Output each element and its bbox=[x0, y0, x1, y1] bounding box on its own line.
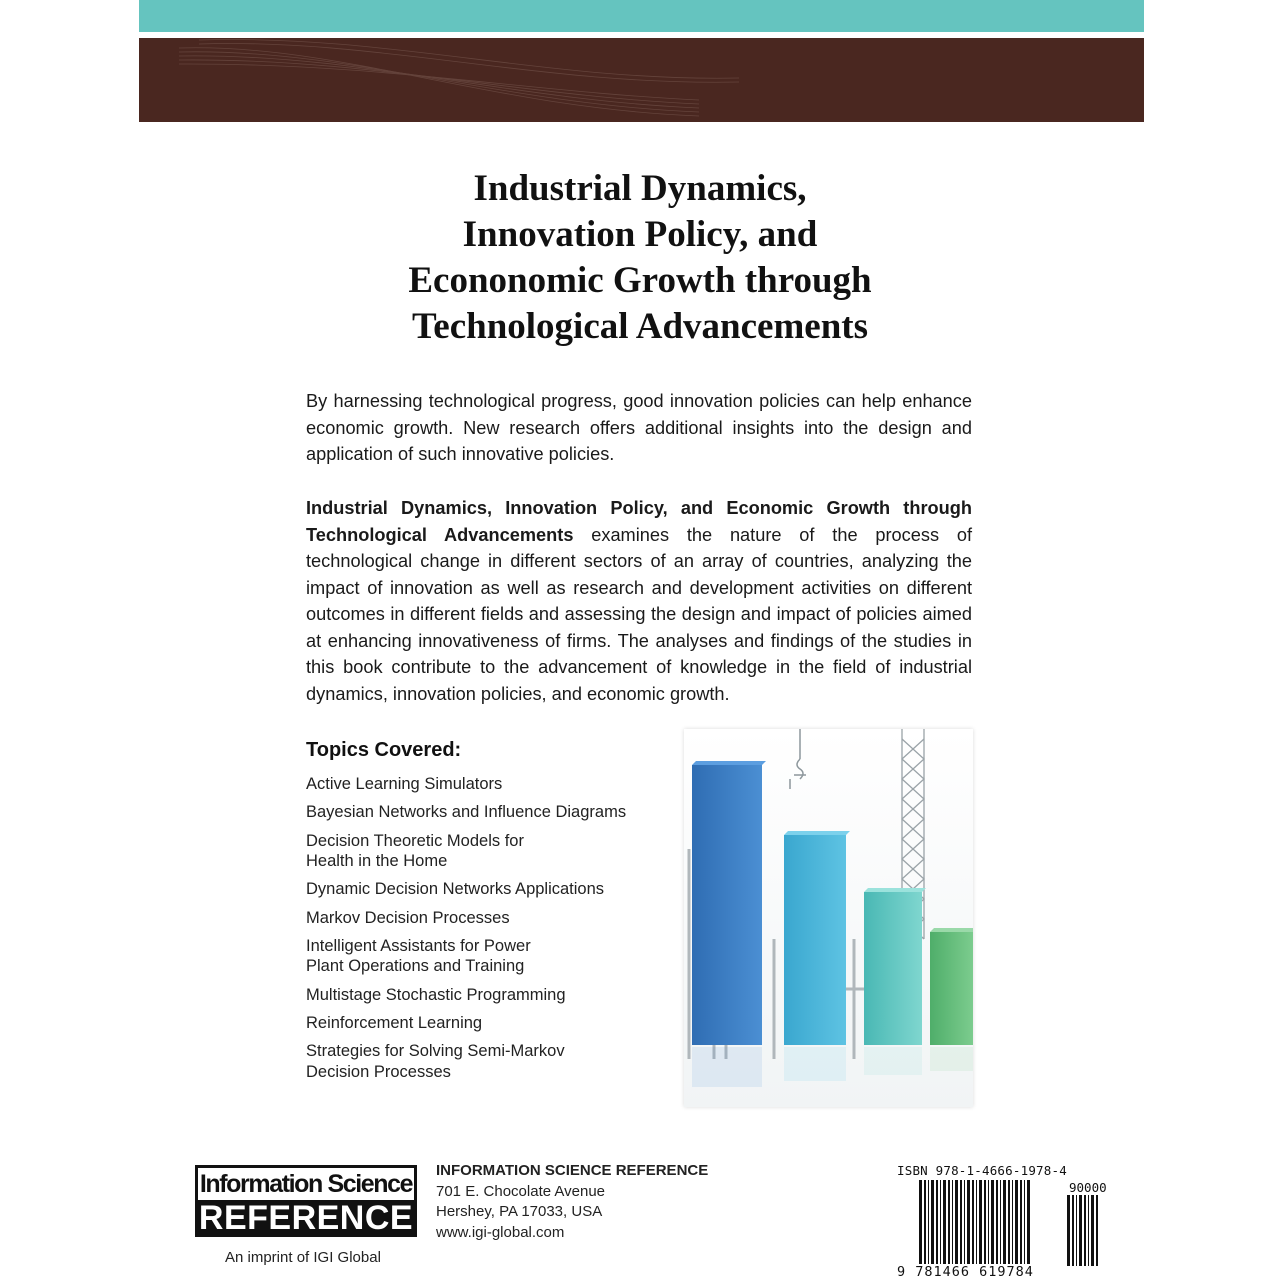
barcode-bar bbox=[931, 1180, 934, 1266]
reflection bbox=[692, 1047, 762, 1087]
barcode-bar bbox=[984, 1180, 986, 1266]
barcode-bar bbox=[967, 1180, 970, 1266]
description-paragraph bbox=[306, 495, 972, 707]
description-book-title: Industrial Dynamics, Innovation Policy, and Economic Growth through Technological Advancements bbox=[306, 498, 972, 545]
title-line: Econonomic Growth through bbox=[408, 260, 872, 301]
topic-item: Reinforcement Learning bbox=[306, 1014, 483, 1033]
chart-bar-2 bbox=[784, 835, 846, 1045]
barcode-bar bbox=[919, 1180, 922, 1266]
topic-item: Strategies for Solving Semi-Markov Decision Processes bbox=[306, 1042, 565, 1081]
publisher-website[interactable]: www.igi-global.com bbox=[436, 1223, 565, 1241]
topic-item: Markov Decision Processes bbox=[306, 908, 510, 927]
title-line: Innovation Policy, and bbox=[462, 214, 818, 255]
publisher-name: INFORMATION SCIENCE REFERENCE bbox=[436, 1162, 709, 1179]
title-line: Technological Advancements bbox=[411, 306, 868, 347]
topics-heading: Topics Covered: bbox=[306, 739, 462, 761]
barcode-bar bbox=[1096, 1195, 1098, 1266]
barcode-bar bbox=[1072, 1195, 1074, 1266]
barcode-bar bbox=[1008, 1180, 1010, 1266]
barcode-bar bbox=[936, 1180, 938, 1266]
barcode-bar bbox=[1088, 1195, 1089, 1266]
address-line-2: Hershey, PA 17033, USA bbox=[436, 1203, 603, 1220]
chart-bar-3 bbox=[864, 892, 922, 1045]
barcode-bar bbox=[1084, 1195, 1086, 1266]
barcode-bar bbox=[1091, 1195, 1094, 1266]
title-line: Industrial Dynamics, bbox=[473, 168, 807, 209]
chart-bar-2-top bbox=[784, 831, 850, 835]
topic-item: Active Learning Simulators bbox=[306, 775, 503, 793]
barcode-bar bbox=[991, 1180, 994, 1266]
barcode-bar bbox=[979, 1180, 982, 1266]
barcode-bar bbox=[1012, 1180, 1013, 1266]
barcode-bar bbox=[1020, 1180, 1022, 1266]
barcode-bar bbox=[1079, 1195, 1082, 1266]
imprint-text: An imprint of IGI Global bbox=[225, 1249, 381, 1266]
barcode-bar bbox=[964, 1180, 965, 1266]
barcode-bar bbox=[928, 1180, 929, 1266]
barcode-bar bbox=[996, 1180, 998, 1266]
isbn-barcode bbox=[897, 1163, 1107, 1283]
barcode-bar bbox=[1000, 1180, 1001, 1266]
decorative-swoosh bbox=[139, 38, 1144, 122]
reflection bbox=[930, 1047, 973, 1071]
barcode-bar bbox=[1015, 1180, 1018, 1266]
barcode-bar bbox=[960, 1180, 962, 1266]
ean-barcode-bars bbox=[919, 1180, 1031, 1266]
barcode-bar bbox=[1024, 1180, 1025, 1266]
addon-barcode-bars bbox=[1067, 1195, 1101, 1266]
barcode-bar bbox=[1003, 1180, 1006, 1266]
topic-item: Decision Theoretic Models for Health in the Home bbox=[306, 831, 524, 871]
chart-bar-1-top bbox=[692, 761, 766, 765]
barcode-bar bbox=[972, 1180, 974, 1266]
top-teal-band bbox=[139, 0, 1144, 32]
book-title bbox=[300, 166, 980, 350]
barcode-bar bbox=[976, 1180, 977, 1266]
barcode-bar bbox=[943, 1180, 946, 1266]
logo-top-text: Information Science bbox=[199, 1170, 413, 1198]
topic-item: Bayesian Networks and Influence Diagrams bbox=[306, 803, 627, 822]
topics-list bbox=[306, 774, 666, 1090]
publisher-address bbox=[436, 1161, 708, 1243]
chart-bar-3-top bbox=[864, 888, 926, 892]
chart-bar-1 bbox=[692, 765, 762, 1045]
isbn-text: ISBN 978-1-4666-1978-4 bbox=[897, 1163, 1067, 1178]
barcode-bar bbox=[924, 1180, 926, 1266]
barcode-bar bbox=[952, 1180, 953, 1266]
topic-item: Dynamic Decision Networks Applications bbox=[306, 880, 605, 899]
reflection bbox=[784, 1047, 846, 1081]
barcode-bar bbox=[955, 1180, 958, 1266]
cover-illustration bbox=[684, 729, 973, 1107]
chart-bar-4 bbox=[930, 932, 973, 1045]
price-code: 90000 bbox=[1069, 1180, 1107, 1195]
barcode-bar bbox=[1076, 1195, 1077, 1266]
header-brown-band bbox=[139, 38, 1144, 122]
topic-item: Multistage Stochastic Programming bbox=[306, 985, 566, 1004]
topic-item: Intelligent Assistants for Power Plant Operations and Training bbox=[306, 936, 531, 976]
chart-bar-4-top bbox=[930, 928, 973, 932]
logo-bottom-text: REFERENCE bbox=[198, 1199, 414, 1237]
intro-paragraph: By harnessing technological progress, good innovation policies can help enhance economic growth. New research offers additional insights into the design and application of such innovative policies. bbox=[306, 391, 972, 464]
description-text: examines the nature of the process of technological change in different sectors of an array of countries, analyzing the impact of innovation as well as research and development activities on different outcomes in different fields and assessing the design and impact of policies aimed at enhancing innovativeness of firms. The analyses and findings of the studies in this book contribute to the advancement of knowledge in the field of industrial dynamics, innovation policies, and economic growth. bbox=[306, 524, 972, 704]
barcode-bar bbox=[988, 1180, 989, 1266]
reflection bbox=[864, 1047, 922, 1075]
barcode-bar bbox=[940, 1180, 941, 1266]
publisher-logo bbox=[195, 1165, 417, 1237]
barcode-bar bbox=[948, 1180, 950, 1266]
ean-digits: 9 781466 619784 bbox=[897, 1264, 1034, 1280]
barcode-bar bbox=[1067, 1195, 1070, 1266]
barcode-bar bbox=[1027, 1180, 1030, 1266]
address-line-1: 701 E. Chocolate Avenue bbox=[436, 1182, 606, 1200]
